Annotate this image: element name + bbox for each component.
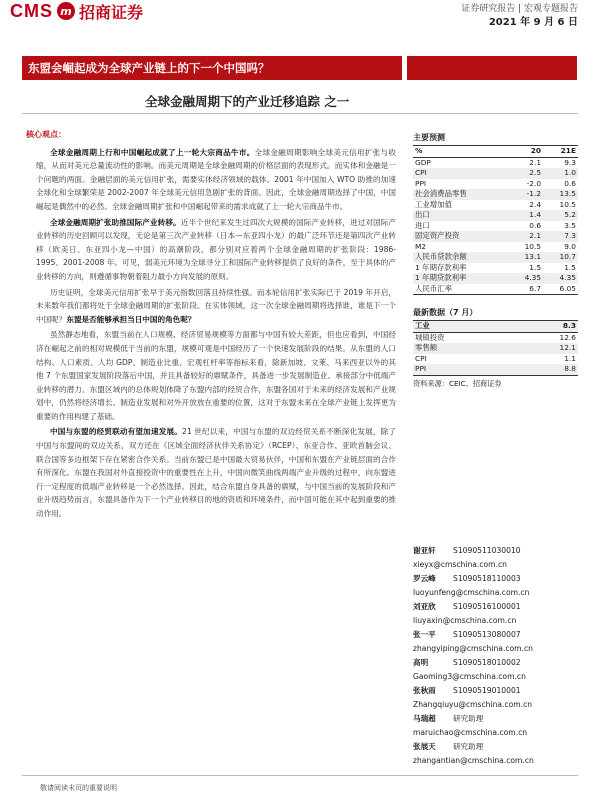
table-cell: 社会消费品零售 xyxy=(413,189,508,200)
analyst-email[interactable]: luoyunfeng@cmschina.com.cn xyxy=(413,588,530,597)
table-cell: 4.35 xyxy=(543,273,578,284)
latest-heading: 最新数据（7 月） xyxy=(413,308,478,317)
table-cell: GDP xyxy=(415,157,431,167)
table-cell: 工业 xyxy=(413,321,516,333)
analyst-id: S1090513080007 xyxy=(453,630,521,639)
table-cell: 1 年期存款利率 xyxy=(415,262,467,272)
table-row xyxy=(413,354,578,365)
table-cell: 人民币贷款余额 xyxy=(413,252,508,263)
analyst-row xyxy=(413,600,578,614)
table-cell: 9.3 xyxy=(564,157,576,167)
analyst-email[interactable]: maruichao@cmschina.com.cn xyxy=(413,728,528,737)
paragraph-lead: 中国与东盟的经贸联动有望加速发展。 xyxy=(50,427,183,437)
analyst-email[interactable]: zhangantian@cmschina.com.cn xyxy=(413,756,534,765)
logo-text-en: CMS xyxy=(10,0,53,21)
analyst-email[interactable]: xieyx@cmschina.com.cn xyxy=(413,560,507,569)
table-cell: 城镇投资 xyxy=(415,332,445,342)
table-row xyxy=(413,221,578,232)
table-row xyxy=(413,157,578,168)
analyst-name: 罗云峰 xyxy=(413,574,436,583)
table-cell: 固定资产投资 xyxy=(413,231,508,242)
source-note: 资料来源：CEIC、招商证券 xyxy=(413,378,502,388)
forecast-col-2: 21E xyxy=(543,146,578,158)
table-cell: 12.1 xyxy=(516,343,579,354)
paragraph-text: 历史证明，全球美元信用扩张早于美元指数回落且持续性强。而本轮信用扩张实际已于 2019 年开启，未来数年我们都将处于全球金融周期的扩张阶段。在实体领域，这一次全球金融周期将选择谁，谁是下一个中国呢？ xyxy=(36,287,396,324)
table-row xyxy=(413,343,578,354)
table-cell: 工业增加值 xyxy=(415,199,452,209)
table-cell: 6.7 xyxy=(508,284,543,295)
forecast-header-row xyxy=(413,146,578,158)
table-cell: 10.7 xyxy=(543,252,578,263)
analyst-name: 张展天 xyxy=(413,742,436,751)
table-cell: 12.6 xyxy=(559,332,576,342)
analyst-row xyxy=(413,740,578,754)
table-row xyxy=(413,231,578,242)
analyst-row xyxy=(413,572,578,586)
analyst-email[interactable]: zhangyiping@cmschina.com.cn xyxy=(413,644,533,653)
header-bar xyxy=(0,0,600,26)
table-cell: 3.5 xyxy=(564,220,576,230)
analyst-id: 研究助理 xyxy=(453,714,484,723)
table-row xyxy=(413,263,578,274)
table-row xyxy=(413,242,578,253)
analyst-name: 高明 xyxy=(413,658,429,667)
analyst-row xyxy=(413,628,578,642)
paragraph-4 xyxy=(36,328,396,423)
paragraph-3 xyxy=(36,286,396,327)
report-meta xyxy=(461,2,578,30)
table-row xyxy=(413,321,578,333)
divider xyxy=(22,113,578,114)
table-cell: 8.8 xyxy=(516,364,579,375)
table-cell: 2.4 xyxy=(529,199,542,209)
table-cell: 零售额 xyxy=(413,343,516,354)
table-cell: 0.6 xyxy=(564,178,576,188)
table-cell: 7.3 xyxy=(543,231,578,242)
analyst-id: S1090518110003 xyxy=(453,574,521,583)
table-row xyxy=(413,252,578,263)
table-cell: CPI xyxy=(415,353,427,363)
analyst-id: S1090519010001 xyxy=(453,686,521,695)
paragraph-5 xyxy=(36,425,396,520)
report-date: 2021 年 9 月 6 日 xyxy=(488,17,578,28)
report-type: 证券研究报告 | 宏观专题报告 xyxy=(461,4,578,14)
table-cell: 5.2 xyxy=(543,210,578,221)
analyst-name: 谢亚轩 xyxy=(413,546,436,555)
table-cell: -1.2 xyxy=(508,189,543,200)
table-cell: 出口 xyxy=(413,210,508,221)
paragraph-text: 虽然静态地看，东盟当前在人口规模、经济贸易规模等方面都与中国有较大差距，但也应看到，中国经济在崛起之前的相对规模低于当前的东盟，规模可观是中国经历了一个快速发展阶段的结果。从东盟的人口结构、人口素质、人均 GDP、制造业比重、宏观杠杆率等指标来看，除新加坡、文莱、马来西亚以外的其他 7 个东盟国家发展阶段落后中国，并且具备较好的禀赋条件，具备进一步发展制造业、承接部分中低端产业转移的潜力。东盟区域内的总体规划体降了东盟内部的经贸合作，东盟各国对于未来的经济发展和产业规划中，仍然将经济增长、制造业发展和对外开放放在重要的位置，这对于东盟未来在全球产业链上发挥更为重要的作用构建了基础。 xyxy=(36,330,396,421)
table-cell: 1.1 xyxy=(564,353,576,363)
paragraph-text: 全球金融周期影响全球美元信用扩张与收缩，从而对美元总量流动性的影响。而美元周期是全球金融周期的价格层面的表现形式。而实体和金融是一个问题的两面。金融层面的美元信用扩张，需要实体经济领域的载体。2001 年中国加入 WTO 助推的加速全球化和全球繁荣是 2002-2007 年全球美元信用急剧扩张的背面。因此，全球金融周期选择了中国，中国崛起是偶然中的必然。全球金融周期扩张和中国崛起带来的需求成就了上一轮大宗商品牛市。 xyxy=(36,147,397,211)
table-row xyxy=(413,200,578,211)
title-banner xyxy=(22,56,402,80)
table-row xyxy=(413,179,578,190)
analyst-name: 张秋雨 xyxy=(413,686,436,695)
table-cell: CPI xyxy=(413,168,508,179)
forecast-heading: 主要预测 xyxy=(413,133,445,142)
table-cell: 人民币汇率 xyxy=(413,284,508,295)
table-cell: 2.1 xyxy=(508,231,543,242)
analyst-list xyxy=(413,544,578,768)
table-cell: 1.5 xyxy=(529,262,542,272)
table-cell: 13.5 xyxy=(543,189,578,200)
table-cell: 1.4 xyxy=(508,210,543,221)
table-cell: 4.35 xyxy=(508,273,543,284)
table-cell: 9.0 xyxy=(564,241,576,251)
table-cell: 进口 xyxy=(415,220,430,230)
footer-note: 敬请阅读末页的重要说明 xyxy=(40,784,117,792)
report-subtitle: 全球金融周期下的产业迁移追踪 之一 xyxy=(145,94,350,109)
analyst-email[interactable]: Gaoming3@cmschina.com.cn xyxy=(413,672,526,681)
table-cell: 1.5 xyxy=(564,262,576,272)
table-row xyxy=(413,273,578,284)
analyst-row xyxy=(413,656,578,670)
analyst-id: S1090516100001 xyxy=(453,602,521,611)
latest-table xyxy=(413,320,578,376)
forecast-table xyxy=(413,145,578,295)
table-row xyxy=(413,168,578,179)
sidebar xyxy=(413,132,578,389)
forecast-col-1: 20 xyxy=(508,146,543,158)
analyst-row xyxy=(413,684,578,698)
table-cell: 13.1 xyxy=(508,252,543,263)
table-row xyxy=(413,332,578,343)
table-cell: 10.5 xyxy=(559,199,576,209)
analyst-email[interactable]: Zhangqiuyu@cmschina.com.cn xyxy=(413,700,533,709)
main-body xyxy=(26,128,397,523)
paragraph-text: 近半个世纪来发生过四次大规模的国际产业转移，进过对国际产业转移的历史回顾可以发现，无论是第三次产业转移（日本—东亚四小龙）的最广泛环节还是第四次产业转移（欧美日、东亚四小龙—中国）的高潮阶段，都分别对应着两个全球金融周期的扩张阶段：1986-1995、2001-2008 年。可见，弱美元环境为全球寻分工和国际产业转移提供了良好的条件，至于具体的产业转移的方向，则遵循事物朝着阻力最小方向发展的原则。 xyxy=(36,217,396,281)
analyst-name: 刘亚欣 xyxy=(413,602,436,611)
paragraph-2 xyxy=(36,216,396,284)
analyst-row xyxy=(413,712,578,726)
analyst-id: 研究助理 xyxy=(453,742,484,751)
table-cell: 1.0 xyxy=(543,168,578,179)
logo-text-cn: 招商证券 xyxy=(79,2,144,22)
table-cell: 2.1 xyxy=(529,157,542,167)
table-row xyxy=(413,189,578,200)
analyst-name: 马瑞超 xyxy=(413,714,436,723)
table-row xyxy=(413,210,578,221)
table-cell: 10.5 xyxy=(524,241,542,251)
logo-icon: m xyxy=(57,2,75,20)
forecast-col-0: % xyxy=(413,146,508,158)
table-cell: 1 年期贷款利率 xyxy=(413,273,508,284)
paragraph-1 xyxy=(36,146,396,214)
table-cell: 6.05 xyxy=(543,284,578,295)
report-title: 东盟会崛起成为全球产业链上的下一个中国吗？ xyxy=(28,61,270,75)
table-cell: PPI xyxy=(413,364,516,375)
title-banner-right xyxy=(407,56,577,80)
table-cell: 0.6 xyxy=(529,220,542,230)
table-cell: M2 xyxy=(415,241,427,251)
footer-divider xyxy=(22,775,578,776)
table-row xyxy=(413,364,578,375)
analyst-email[interactable]: liuyaxin@cmschina.com.cn xyxy=(413,616,517,625)
paragraph-lead: 全球金融周期上行和中国崛起成就了上一轮大宗商品牛市。 xyxy=(50,147,255,157)
logo xyxy=(10,0,143,22)
table-cell: -2.0 xyxy=(526,178,542,188)
table-row xyxy=(413,284,578,295)
key-points-label: 核心观点： xyxy=(26,130,66,139)
paragraph-text: 21 世纪以来，中国与东盟的双边经贸关系不断深化发展，除了中国与东盟间的双边关系，双方还在《区域全面经济伙伴关系协定》（RCEP）、东亚合作、亚欧首脑会议、联合国等多边框架下存在紧密合作关系。当前东盟已是中国最大贸易伙伴，中国和东盟在产业链层面的合作有所深化。东盟在我国对外直接投资中的重要性在上升，中国向微笑曲线两端产业升级的过程中，向东盟进行一定程度的低端产业转移是一个必然选择。因此，结合东盟自身具备的禀赋，与中国当前的发展阶段和产业升级趋势而言，东盟具备作为下一个产业转移目的地的资质和环境条件，而中国可能在其中起到重要的推动作用。 xyxy=(36,427,396,519)
table-cell: PPI xyxy=(415,178,427,188)
analyst-row xyxy=(413,544,578,558)
analyst-id: S1090511030010 xyxy=(453,546,521,555)
analyst-name: 张一平 xyxy=(413,630,436,639)
analyst-id: S1090518010002 xyxy=(453,658,521,667)
table-cell: 8.3 xyxy=(516,321,579,333)
paragraph-lead: 全球金融周期扩张助推国际产业转移。 xyxy=(50,217,181,227)
table-cell: 2.5 xyxy=(508,168,543,179)
paragraph-tail: 东盟是否能够承担当日中国的角色呢？ xyxy=(66,314,196,324)
